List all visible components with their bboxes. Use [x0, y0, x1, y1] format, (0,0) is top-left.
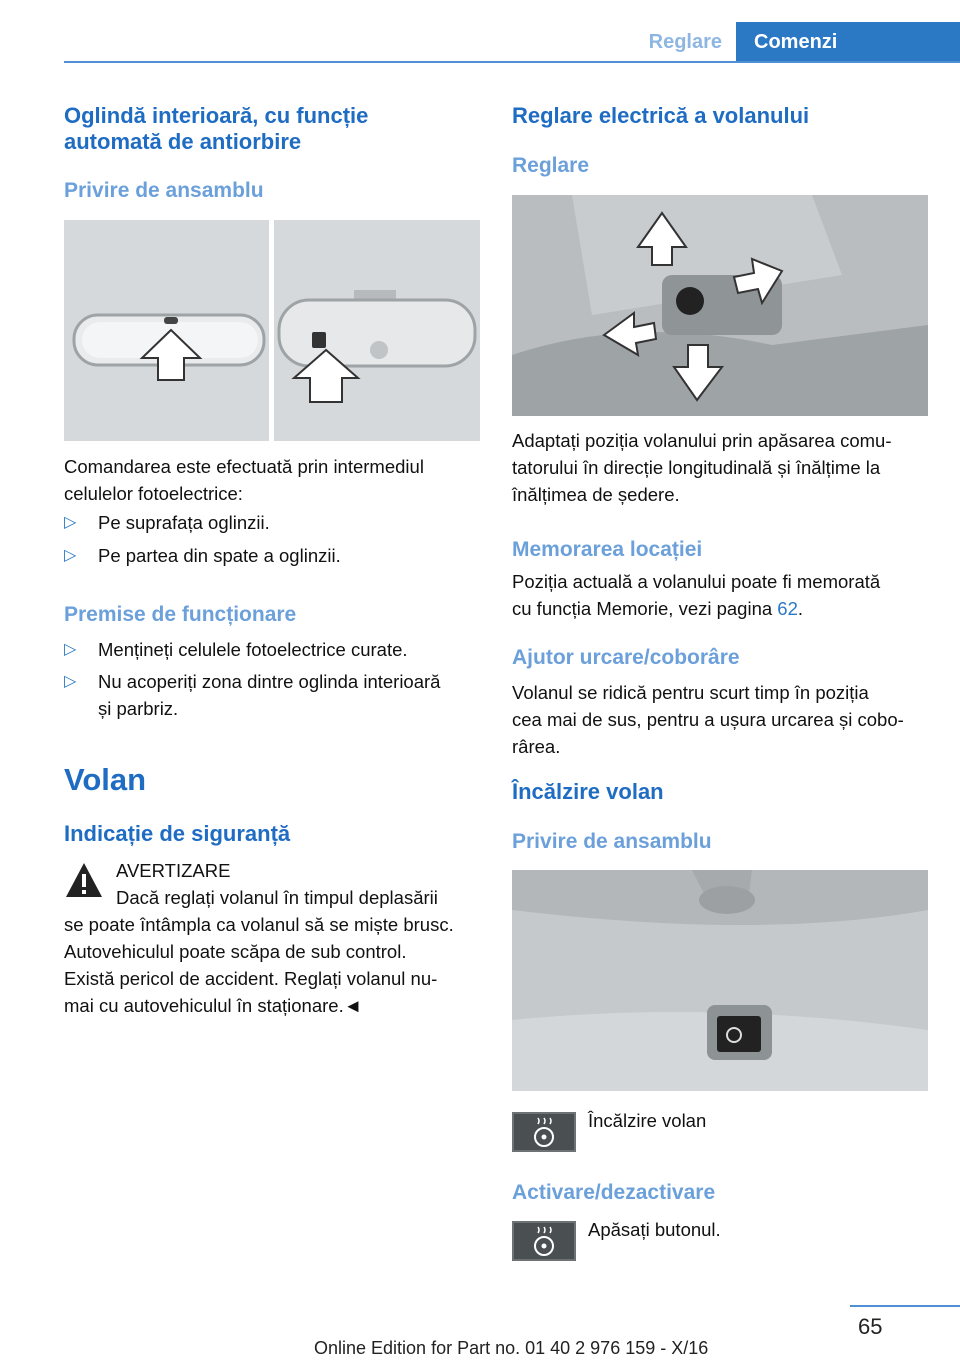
bullet-triangle-icon: ▷ — [64, 514, 77, 531]
bullet-triangle-icon: ▷ — [64, 641, 77, 658]
list-item-text: Nu acoperiți zona dintre oglinda interioară — [98, 671, 441, 692]
reglare-heading: Reglare — [512, 154, 590, 177]
warning-line3: Autovehiculul poate scăpa de sub control. — [64, 941, 407, 962]
list-item-text: Pe partea din spate a oglinzii. — [98, 545, 341, 566]
heated-steering-wheel-icon — [512, 1221, 576, 1261]
memory-line2-text: cu funcția Memorie, vezi pagina — [512, 598, 778, 619]
memory-heading: Memorarea locației — [512, 538, 703, 561]
warning-line4: Există pericol de accident. Reglați volanul nu- — [64, 968, 438, 989]
mirror-illustration — [64, 220, 480, 441]
assist-line1: Volanul se ridică pentru scurt timp în poziția — [512, 682, 869, 703]
list-item-text: Mențineți celulele fotoelectrice curate. — [98, 639, 408, 660]
press-button-text: Apăsați butonul. — [588, 1219, 721, 1240]
warning-line2: se poate întâmpla ca volanul să se miște brusc. — [64, 914, 454, 935]
warning-triangle-icon — [64, 860, 104, 900]
volan-heading: Volan — [64, 762, 147, 797]
steering-heat-button-icon — [512, 1112, 576, 1152]
header-rule — [64, 61, 960, 63]
list-item — [64, 636, 480, 663]
header-tab-reglare[interactable]: Reglare — [648, 30, 722, 53]
list-item-text: Pe suprafața oglinzii. — [98, 512, 270, 533]
mirror-title-line2: automată de antiorbire — [64, 129, 302, 154]
assist-heading: Ajutor urcare/coborâre — [512, 646, 740, 669]
bullet-triangle-icon: ▷ — [64, 547, 77, 564]
heated-steering-wheel-icon — [512, 1112, 576, 1152]
adjust-line1: Adaptați poziția volanului prin apăsarea comu- — [512, 430, 892, 451]
heating-icon-label: Încălzire volan — [588, 1110, 707, 1131]
warning-line5: mai cu autovehiculul în staționare.◄ — [64, 995, 363, 1016]
warning-line1: Dacă reglați volanul în timpul deplasării — [116, 887, 438, 908]
activate-heading: Activare/dezactivare — [512, 1181, 716, 1204]
mirror-image — [64, 220, 480, 441]
safety-heading: Indicație de siguranță — [64, 821, 291, 846]
mirror-control-line1: Comandarea este efectuată prin intermediul — [64, 456, 424, 477]
mirror-control-line2: celulelor fotoelectrice: — [64, 483, 243, 504]
footer-edition: Online Edition for Part no. 01 40 2 976 159 - X/16 — [314, 1338, 709, 1358]
page-link-62[interactable]: 62 — [777, 598, 798, 619]
memory-line2-end: . — [797, 598, 804, 619]
list-item — [64, 542, 480, 569]
memory-line2 — [512, 595, 880, 622]
page-number: 65 — [858, 1314, 883, 1339]
assist-paragraph — [512, 679, 904, 760]
list-item — [64, 509, 480, 536]
mirror-overview-heading: Privire de ansamblu — [64, 179, 264, 202]
steering-adjust-image — [512, 195, 928, 416]
adjust-line3: înălțimea de ședere. — [512, 484, 680, 505]
steering-heat-button[interactable] — [512, 1221, 576, 1261]
bullet-triangle-icon: ▷ — [64, 673, 77, 690]
adjust-line2: tatorului în direcție longitudinală și înălțime la — [512, 457, 881, 478]
assist-line3: rârea. — [512, 736, 561, 757]
adjust-paragraph — [512, 427, 891, 508]
memory-paragraph — [512, 568, 880, 622]
heating-illustration — [512, 870, 928, 1091]
mirror-title-line1: Oglindă interioară, cu funcție — [64, 103, 369, 128]
premise-heading: Premise de funcționare — [64, 603, 297, 626]
assist-line2: cea mai de sus, pentru a ușura urcarea și cobo- — [512, 709, 904, 730]
memory-line1: Poziția actuală a volanului poate fi memorată — [512, 571, 881, 592]
footer-rule — [850, 1305, 960, 1307]
list-item-text-cont: și parbriz. — [98, 698, 179, 719]
list-item — [64, 668, 480, 722]
warning-label: AVERTIZARE — [116, 860, 231, 881]
heating-image — [512, 870, 928, 1091]
mirror-title — [64, 103, 368, 155]
mirror-control-paragraph — [64, 453, 424, 507]
header-tab-comenzi[interactable]: Comenzi — [736, 22, 960, 62]
steering-adjust-illustration — [512, 195, 928, 416]
heating-overview-heading: Privire de ansamblu — [512, 830, 712, 853]
electric-adjust-heading: Reglare electrică a volanului — [512, 103, 810, 128]
heating-heading: Încălzire volan — [512, 779, 664, 804]
